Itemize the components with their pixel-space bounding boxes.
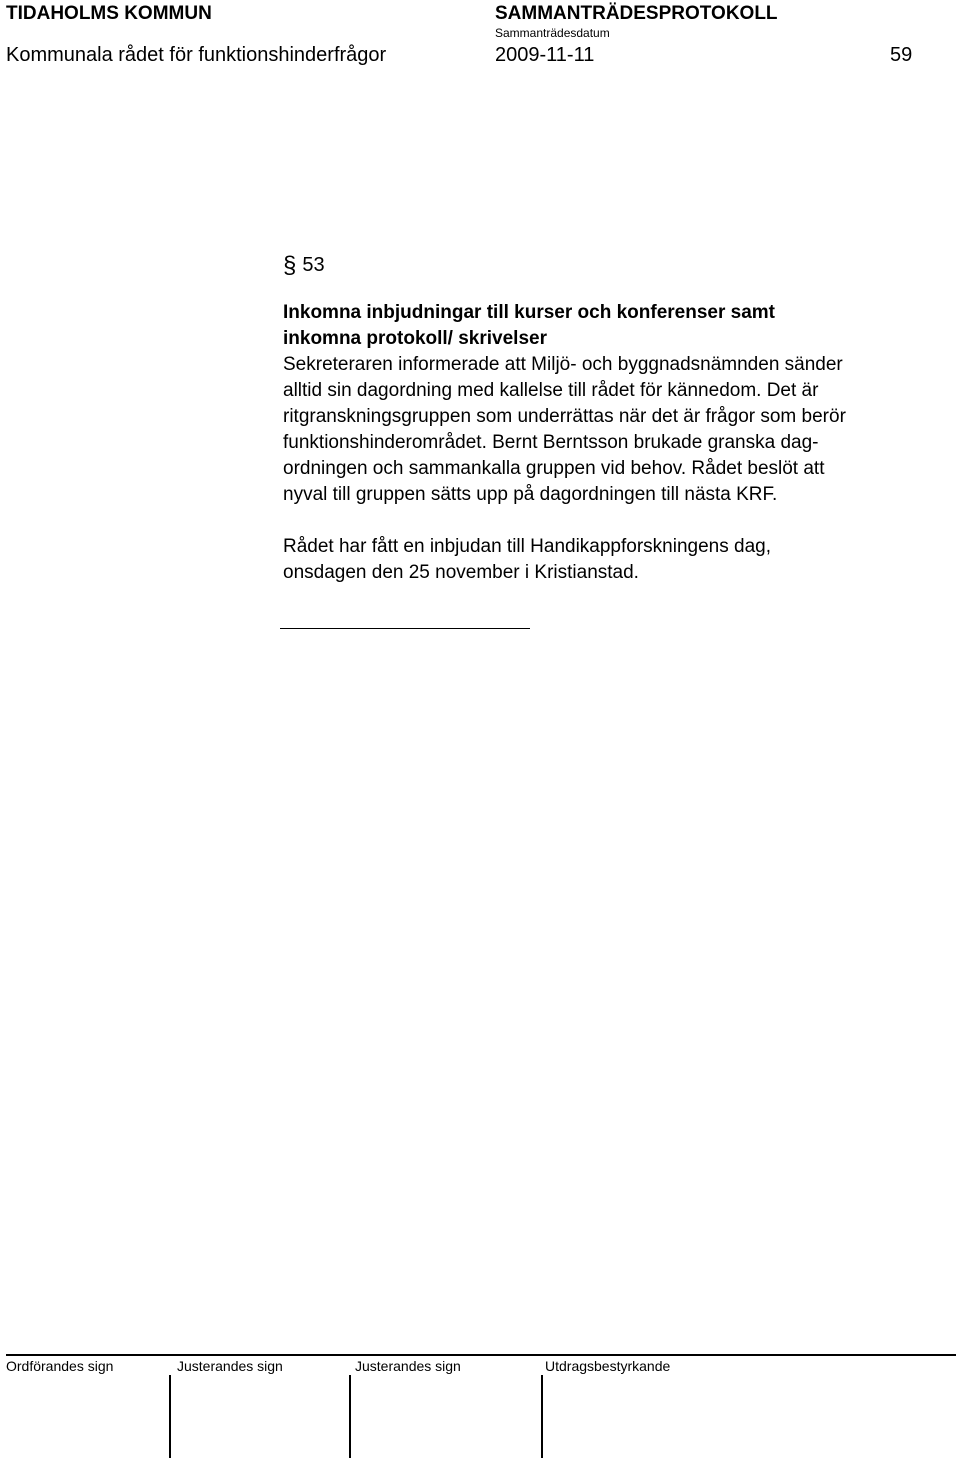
chairman-signature-label: Ordförandes sign xyxy=(6,1358,114,1374)
signature-divider-1 xyxy=(169,1375,171,1458)
adjuster-signature-label-2: Justerandes sign xyxy=(355,1358,461,1374)
section-symbol: § xyxy=(283,252,297,279)
meeting-date: 2009-11-11 xyxy=(495,44,595,66)
section-heading-line-1: Inkomna inbjudningar till kurser och konferenser samt xyxy=(283,302,775,323)
section-number xyxy=(283,250,325,278)
meeting-date-label: Sammanträdesdatum xyxy=(495,26,610,40)
council-name: Kommunala rådet för funktionshinderfrågor xyxy=(6,44,387,66)
section-heading-line-2: inkomna protokoll/ skrivelser xyxy=(283,328,547,349)
organization-name: TIDAHOLMS KOMMUN xyxy=(6,3,212,24)
section-body xyxy=(283,300,953,586)
signature-table-top-rule xyxy=(6,1354,956,1356)
extract-certification-label: Utdragsbestyrkande xyxy=(545,1358,671,1374)
signature-divider-3 xyxy=(541,1375,543,1458)
section-number-value: 53 xyxy=(302,254,325,276)
paragraph-2: Rådet har fått en inbjudan till Handikappforskningens dag, onsdagen den 25 november i Kristianstad. xyxy=(283,536,771,583)
document-type-title: SAMMANTRÄDESPROTOKOLL xyxy=(495,3,778,24)
signature-divider-2 xyxy=(349,1375,351,1458)
section-end-rule xyxy=(280,628,530,629)
paragraph-gap xyxy=(283,508,953,534)
adjuster-signature-label-1: Justerandes sign xyxy=(177,1358,283,1374)
paragraph-1: Sekreteraren informerade att Miljö- och byggnadsnämnden sänder alltid sin dagordning med kallelse till rådet för kännedom. Det är ritgranskningsgruppen som underrättas när det är frågor som berör funktionshinderområdet. Bernt Berntsson brukade granska dag- ordningen och sammankalla gruppen vid behov. Rådet beslöt att nyval till gruppen sätts upp på dagordningen till nästa KRF. xyxy=(283,354,846,505)
page-number: 59 xyxy=(890,44,913,66)
